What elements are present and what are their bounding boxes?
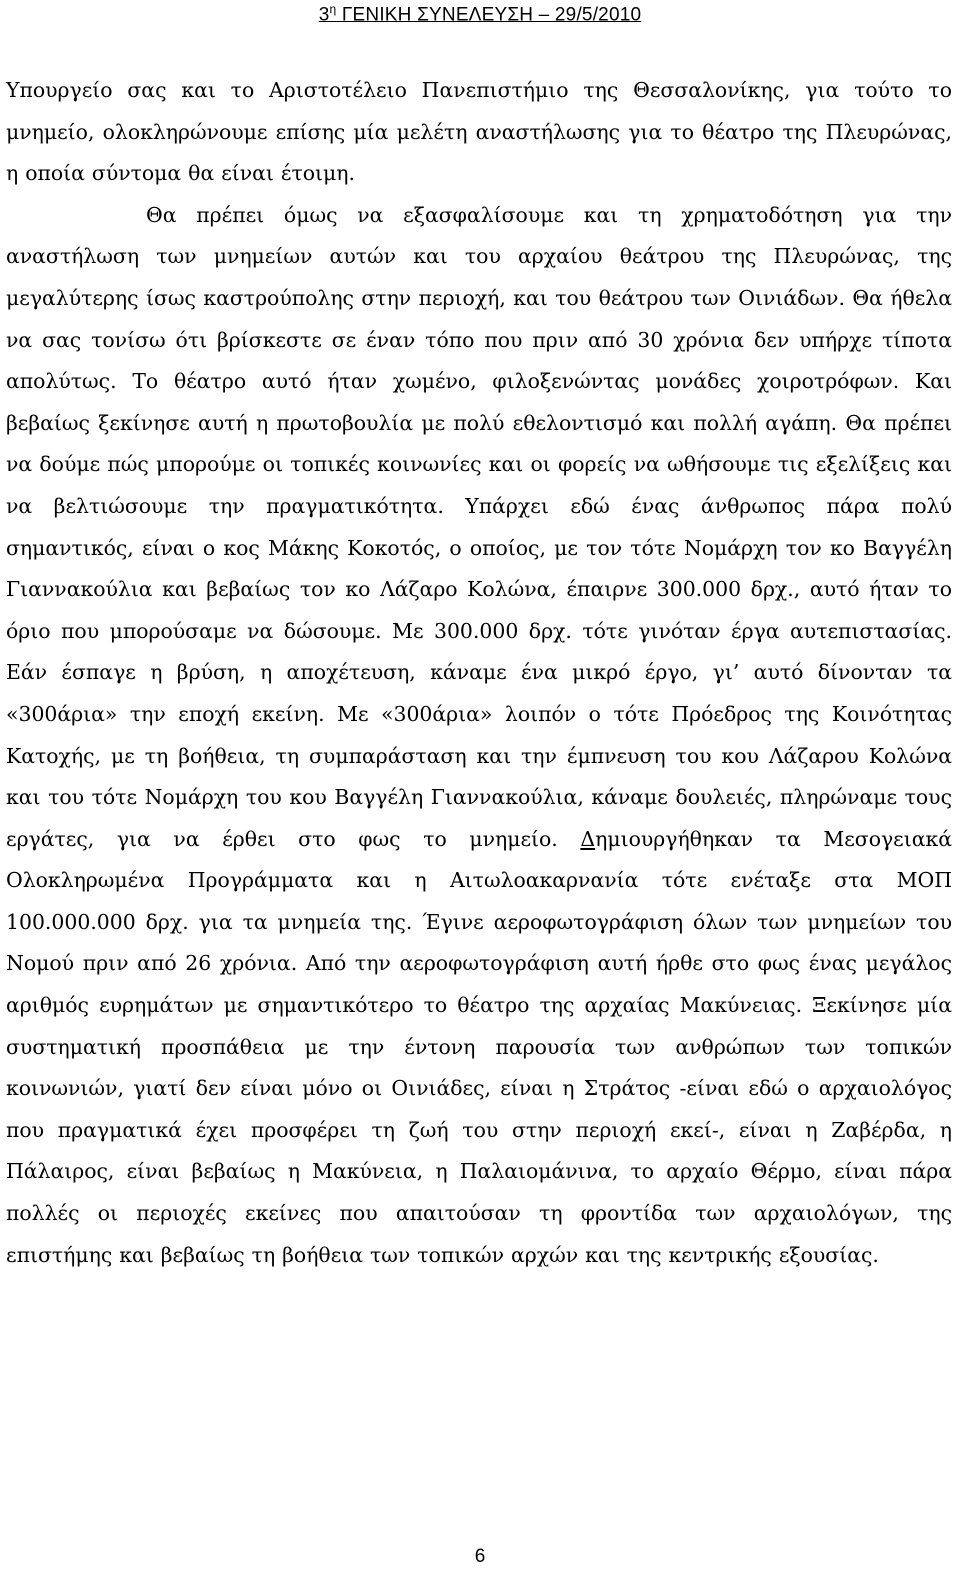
paragraph-2: [6, 195, 952, 1276]
page-number: 6: [474, 1546, 486, 1567]
paragraph-2-part-2: ημιουργήθηκαν τα Μεσογειακά Ολοκληρωμένα Προγράμματα και η Αιτωλοακαρνανία τότε ενέταξε στα ΜΟΠ 100.000.000 δρχ. για τα μνημεία της. Έγινε αεροφωτογράφιση όλων των μνημείων του Νομού πριν από 26 χρόνια. Από την αεροφωτογράφιση αυτή ήρθε στο φως ένας μεγάλος αριθμός ευρημάτων με σημαντικότερο το θέατρο της αρχαίας Μακύνειας. Ξεκίνησε μία συστηματική προσπάθεια με την έντονη παρουσία των ανθρώπων των τοπικών κοινωνιών, γιατί δεν είναι μόνο οι Οινιάδες, είναι η Στράτος -είναι εδώ ο αρχαιολόγος που πραγματικά έχει προσφέρει τη ζωή του στην περιοχή εκεί-, είναι η Ζαβέρδα, η Πάλαιρος, είναι βεβαίως η Μακύνεια, η Παλαιομάνινα, το αρχαίο Θέρμο, είναι πάρα πολλές οι περιοχές εκείνες που απαιτούσαν τη φροντίδα των αρχαιολόγων, της επιστήμης και βεβαίως τη βοήθεια των τοπικών αρχών και της κεντρικής εξουσίας.: [6, 826, 952, 1267]
document-body: [6, 70, 952, 1276]
paragraph-2-part-1: Θα πρέπει όμως να εξασφαλίσουμε και τη χρηματοδότηση για την αναστήλωση των μνημείων αυτών και του αρχαίου θεάτρου της Πλευρώνας, της μεγαλύτερης ίσως καστρούπολης στην περιοχή, και του θεάτρου των Οινιάδων. Θα ήθελα να σας τονίσω ότι βρίσκεστε σε έναν τόπο που πριν από 30 χρόνια δεν υπήρχε τίποτα απολύτως. Το θέατρο αυτό ήταν χωμένο, φιλοξενώντας μονάδες χοιροτρόφων. Και βεβαίως ξεκίνησε αυτή η πρωτοβουλία με πολύ εθελοντισμό και πολλή αγάπη. Θα πρέπει να δούμε πώς μπορούμε οι τοπικές κοινωνίες και οι φορείς να ωθήσουμε τις εξελίξεις και να βελτιώσουμε την πραγματικότητα. Υπάρχει εδώ ένας άνθρωπος πάρα πολύ σημαντικός, είναι ο κος Μάκης Κοκοτός, ο οποίος, με τον τότε Νομάρχη τον κο Βαγγέλη Γιαννακούλια και βεβαίως τον κο Λάζαρο Κολώνα, έπαιρνε 300.000 δρχ., αυτό ήταν το όριο που μπορούσαμε να δώσουμε. Με 300.000 δρχ. τότε γινόταν έργα αυτεπιστασίας. Εάν έσπαγε η βρύση, η αποχέτευση, κάναμε ένα μικρό έργο, γι’ αυτό δίνονταν τα «300άρια» την εποχή εκείνη. Με «300άρια» λοιπόν ο τότε Πρόεδρος της Κοινότητας Κατοχής, με τη βοήθεια, τη συμπαράσταση και την έμπνευση του κου Λάζαρου Κολώνα και του τότε Νομάρχη του κου Βαγγέλη Γιαννακούλια, κάναμε δουλειές, πληρώναμε τους εργάτες, για να έρθει στο φως το μνημείο.: [6, 202, 952, 851]
paragraph-1: Υπουργείο σας και το Αριστοτέλειο Πανεπιστήμιο της Θεσσαλονίκης, για τούτο το μνημείο, ολοκληρώνουμε επίσης μία μελέτη αναστήλωσης για το θέατρο της Πλευρώνας, η οποία σύντομα θα είναι έτοιμη.: [6, 78, 952, 186]
page-header: [0, 2, 960, 26]
underlined-letter: Δ: [580, 826, 596, 851]
header-superscript: η: [329, 2, 337, 16]
header-number: 3: [318, 4, 330, 26]
header-title: ΓΕΝΙΚΗ ΣΥΝΕΛΕΥΣΗ – 29/5/2010: [336, 4, 642, 26]
